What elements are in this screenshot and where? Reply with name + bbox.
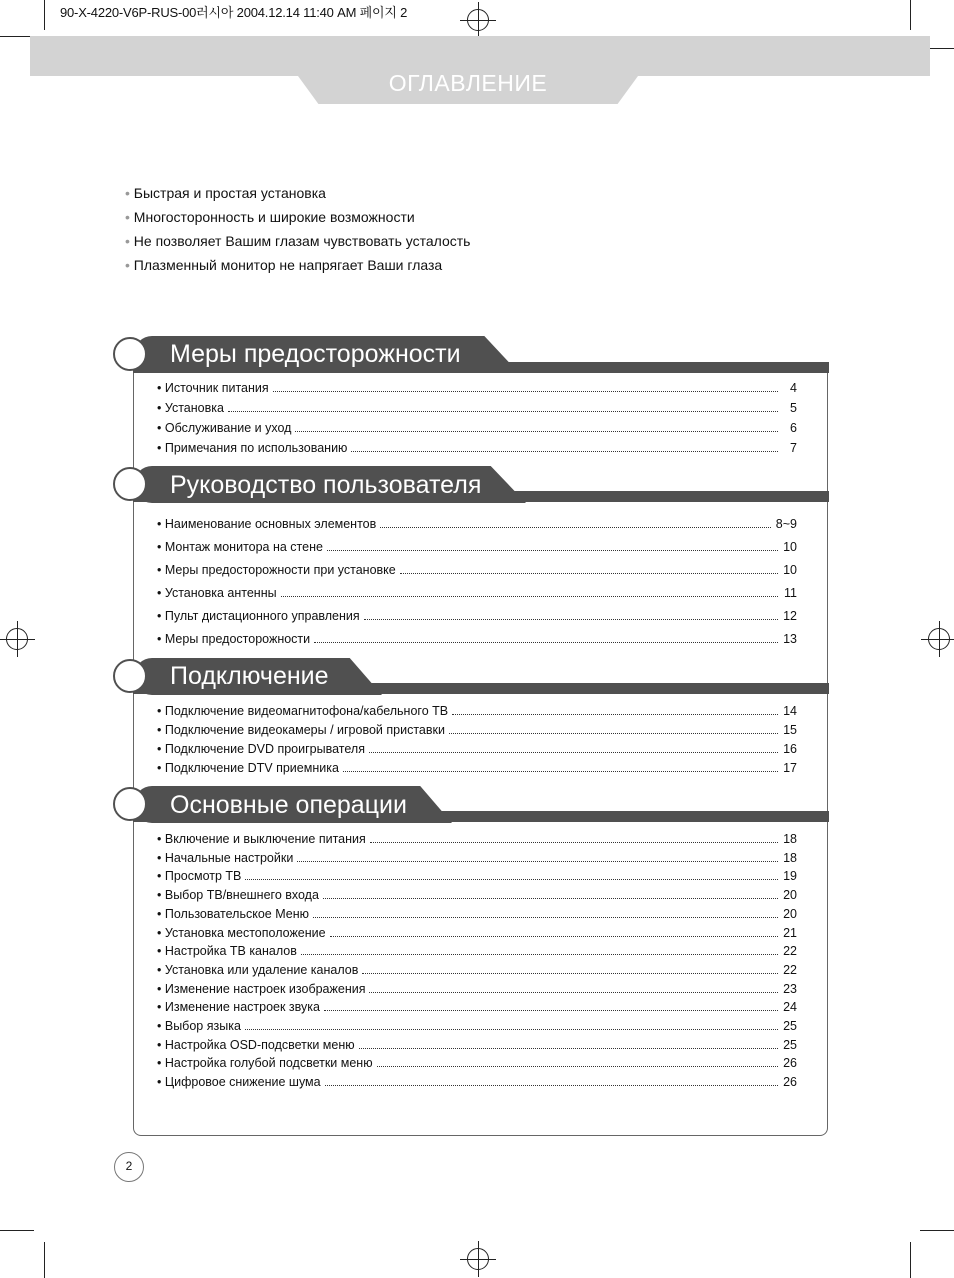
entry-label: • Меры предосторожности при установке bbox=[157, 559, 396, 582]
toc-entry[interactable] bbox=[157, 1036, 797, 1055]
toc-entry[interactable] bbox=[157, 942, 797, 961]
entry-page: 5 bbox=[790, 401, 797, 415]
registration-mark bbox=[6, 628, 28, 650]
entry-label: • Наименование основных элементов bbox=[157, 513, 376, 536]
entry-label: • Включение и выключение питания bbox=[157, 830, 366, 849]
entry-label: • Установка местоположение bbox=[157, 924, 326, 943]
toc-list-user-guide bbox=[157, 513, 797, 651]
leader-dots bbox=[325, 1084, 778, 1086]
entry-page: 20 bbox=[783, 906, 797, 921]
leader-dots bbox=[324, 1009, 778, 1011]
leader-dots bbox=[377, 1065, 778, 1067]
intro-item: • Быстрая и простая установка bbox=[125, 181, 470, 205]
entry-page: 10 bbox=[783, 563, 797, 577]
entry-label: • Подключение видеомагнитофона/кабельного ТВ bbox=[157, 702, 448, 721]
toc-list-connection bbox=[157, 702, 797, 778]
toc-list-safety bbox=[157, 378, 797, 458]
entry-page: 13 bbox=[783, 632, 797, 646]
crop-mark bbox=[920, 1230, 954, 1231]
entry-label: • Установка антенны bbox=[157, 582, 277, 605]
registration-mark bbox=[467, 9, 489, 31]
leader-dots bbox=[323, 897, 778, 899]
section-title: Руководство пользователя bbox=[170, 471, 482, 499]
leader-dots bbox=[281, 595, 778, 597]
intro-item: • Многосторонность и широкие возможности bbox=[125, 205, 470, 229]
entry-page: 16 bbox=[783, 742, 797, 756]
toc-entry[interactable] bbox=[157, 961, 797, 980]
entry-page: 26 bbox=[783, 1056, 797, 1071]
toc-entry[interactable] bbox=[157, 1017, 797, 1036]
entry-label: • Установка bbox=[157, 398, 224, 418]
crop-mark bbox=[0, 1230, 34, 1231]
entry-label: • Установка или удаление каналов bbox=[157, 961, 358, 980]
entry-label: • Меры предосторожности bbox=[157, 628, 310, 651]
leader-dots bbox=[301, 953, 778, 955]
crop-mark bbox=[910, 1242, 911, 1278]
toc-entry[interactable] bbox=[157, 605, 797, 628]
entry-page: 23 bbox=[783, 981, 797, 996]
crop-mark bbox=[44, 0, 45, 30]
section-title: Основные операции bbox=[170, 791, 407, 819]
entry-page: 4 bbox=[790, 381, 797, 395]
leader-dots bbox=[228, 410, 778, 412]
entry-label: • Подключение DVD проигрывателя bbox=[157, 740, 365, 759]
section-title: Подключение bbox=[170, 662, 329, 690]
entry-page: 15 bbox=[783, 723, 797, 737]
entry-label: • Настройка OSD-подсветки меню bbox=[157, 1036, 355, 1055]
leader-dots bbox=[362, 972, 778, 974]
toc-entry[interactable] bbox=[157, 740, 797, 759]
entry-label: • Выбор ТВ/внешнего входа bbox=[157, 886, 319, 905]
entry-page: 22 bbox=[783, 962, 797, 977]
crop-mark bbox=[910, 0, 911, 30]
toc-entry[interactable] bbox=[157, 998, 797, 1017]
toc-entry[interactable] bbox=[157, 702, 797, 721]
leader-dots bbox=[369, 991, 778, 993]
leader-dots bbox=[330, 935, 778, 937]
entry-label: • Начальные настройки bbox=[157, 849, 293, 868]
entry-page: 10 bbox=[783, 540, 797, 554]
entry-page: 18 bbox=[783, 832, 797, 846]
entry-label: • Источник питания bbox=[157, 378, 269, 398]
entry-label: • Выбор языка bbox=[157, 1017, 241, 1036]
crop-mark bbox=[0, 36, 34, 37]
entry-page: 17 bbox=[783, 761, 797, 775]
toc-entry[interactable] bbox=[157, 628, 797, 651]
toc-entry[interactable] bbox=[157, 924, 797, 943]
entry-label: • Обслуживание и уход bbox=[157, 418, 291, 438]
entry-label: • Настройка голубой подсветки меню bbox=[157, 1054, 373, 1073]
leader-dots bbox=[380, 526, 771, 528]
toc-entry[interactable] bbox=[157, 438, 797, 458]
leader-dots bbox=[313, 916, 778, 918]
entry-page: 8~9 bbox=[775, 517, 797, 531]
leader-dots bbox=[351, 450, 778, 452]
section-title: Меры предосторожности bbox=[170, 340, 461, 368]
entry-page: 22 bbox=[783, 944, 797, 959]
entry-page: 7 bbox=[790, 441, 797, 455]
crop-mark bbox=[44, 1242, 45, 1278]
intro-list bbox=[125, 181, 470, 277]
leader-dots bbox=[327, 549, 778, 551]
entry-label: • Пользовательское Меню bbox=[157, 905, 309, 924]
entry-label: • Монтаж монитора на стене bbox=[157, 536, 323, 559]
entry-label: • Примечания по использованию bbox=[157, 438, 347, 458]
leader-dots bbox=[273, 390, 778, 392]
leader-dots bbox=[245, 1028, 778, 1030]
entry-label: • Пульт дистационного управления bbox=[157, 605, 360, 628]
entry-label: • Изменение настроек изображения bbox=[157, 980, 365, 999]
leader-dots bbox=[245, 878, 778, 880]
leader-dots bbox=[452, 713, 778, 715]
entry-page: 21 bbox=[783, 925, 797, 940]
entry-label: • Подключение видеокамеры / игровой приставки bbox=[157, 721, 445, 740]
entry-page: 20 bbox=[783, 888, 797, 903]
entry-page: 25 bbox=[783, 1019, 797, 1034]
leader-dots bbox=[359, 1047, 778, 1049]
toc-entry[interactable] bbox=[157, 378, 797, 398]
leader-dots bbox=[364, 618, 778, 620]
entry-page: 6 bbox=[790, 421, 797, 435]
leader-dots bbox=[449, 732, 778, 734]
toc-entry[interactable] bbox=[157, 886, 797, 905]
leader-dots bbox=[343, 770, 778, 772]
intro-item: • Плазменный монитор не напрягает Ваши глаза bbox=[125, 253, 470, 277]
registration-mark bbox=[928, 628, 950, 650]
entry-label: • Настройка ТВ каналов bbox=[157, 942, 297, 961]
toc-entry[interactable] bbox=[157, 536, 797, 559]
toc-entry[interactable] bbox=[157, 867, 797, 886]
page-number: 2 bbox=[114, 1152, 144, 1182]
leader-dots bbox=[400, 572, 778, 574]
toc-entry[interactable] bbox=[157, 905, 797, 924]
leader-dots bbox=[314, 641, 778, 643]
registration-mark bbox=[467, 1248, 489, 1270]
entry-page: 11 bbox=[784, 586, 797, 600]
toc-entry[interactable] bbox=[157, 582, 797, 605]
toc-entry[interactable] bbox=[157, 559, 797, 582]
toc-list-basic-operations bbox=[157, 830, 797, 1092]
entry-page: 25 bbox=[783, 1037, 797, 1052]
toc-entry[interactable] bbox=[157, 418, 797, 438]
toc-entry[interactable] bbox=[157, 398, 797, 418]
entry-page: 26 bbox=[783, 1075, 797, 1090]
entry-label: • Изменение настроек звука bbox=[157, 998, 320, 1017]
leader-dots bbox=[297, 860, 778, 862]
toc-entry[interactable] bbox=[157, 759, 797, 778]
leader-dots bbox=[295, 430, 778, 432]
toc-entry[interactable] bbox=[157, 1073, 797, 1092]
intro-item: • Не позволяет Вашим глазам чувствовать усталость bbox=[125, 229, 470, 253]
entry-page: 24 bbox=[783, 1000, 797, 1015]
leader-dots bbox=[370, 841, 778, 843]
toc-entry[interactable] bbox=[157, 1054, 797, 1073]
page-title: ОГЛАВЛЕНИЕ bbox=[388, 70, 548, 96]
entry-page: 12 bbox=[783, 609, 797, 623]
toc-entry[interactable] bbox=[157, 980, 797, 999]
entry-page: 19 bbox=[783, 869, 797, 884]
entry-page: 14 bbox=[783, 704, 797, 718]
print-header: 90-X-4220-V6P-RUS-00러시아 2004.12.14 11:40 AM 페이지 2 bbox=[60, 5, 408, 20]
entry-page: 18 bbox=[783, 850, 797, 865]
entry-label: • Просмотр ТВ bbox=[157, 867, 241, 886]
toc-entry[interactable] bbox=[157, 721, 797, 740]
leader-dots bbox=[369, 751, 778, 753]
entry-label: • Цифровое снижение шума bbox=[157, 1073, 321, 1092]
toc-entry[interactable] bbox=[157, 513, 797, 536]
toc-entry[interactable] bbox=[157, 830, 797, 849]
entry-label: • Подключение DTV приемника bbox=[157, 759, 339, 778]
toc-entry[interactable] bbox=[157, 849, 797, 868]
